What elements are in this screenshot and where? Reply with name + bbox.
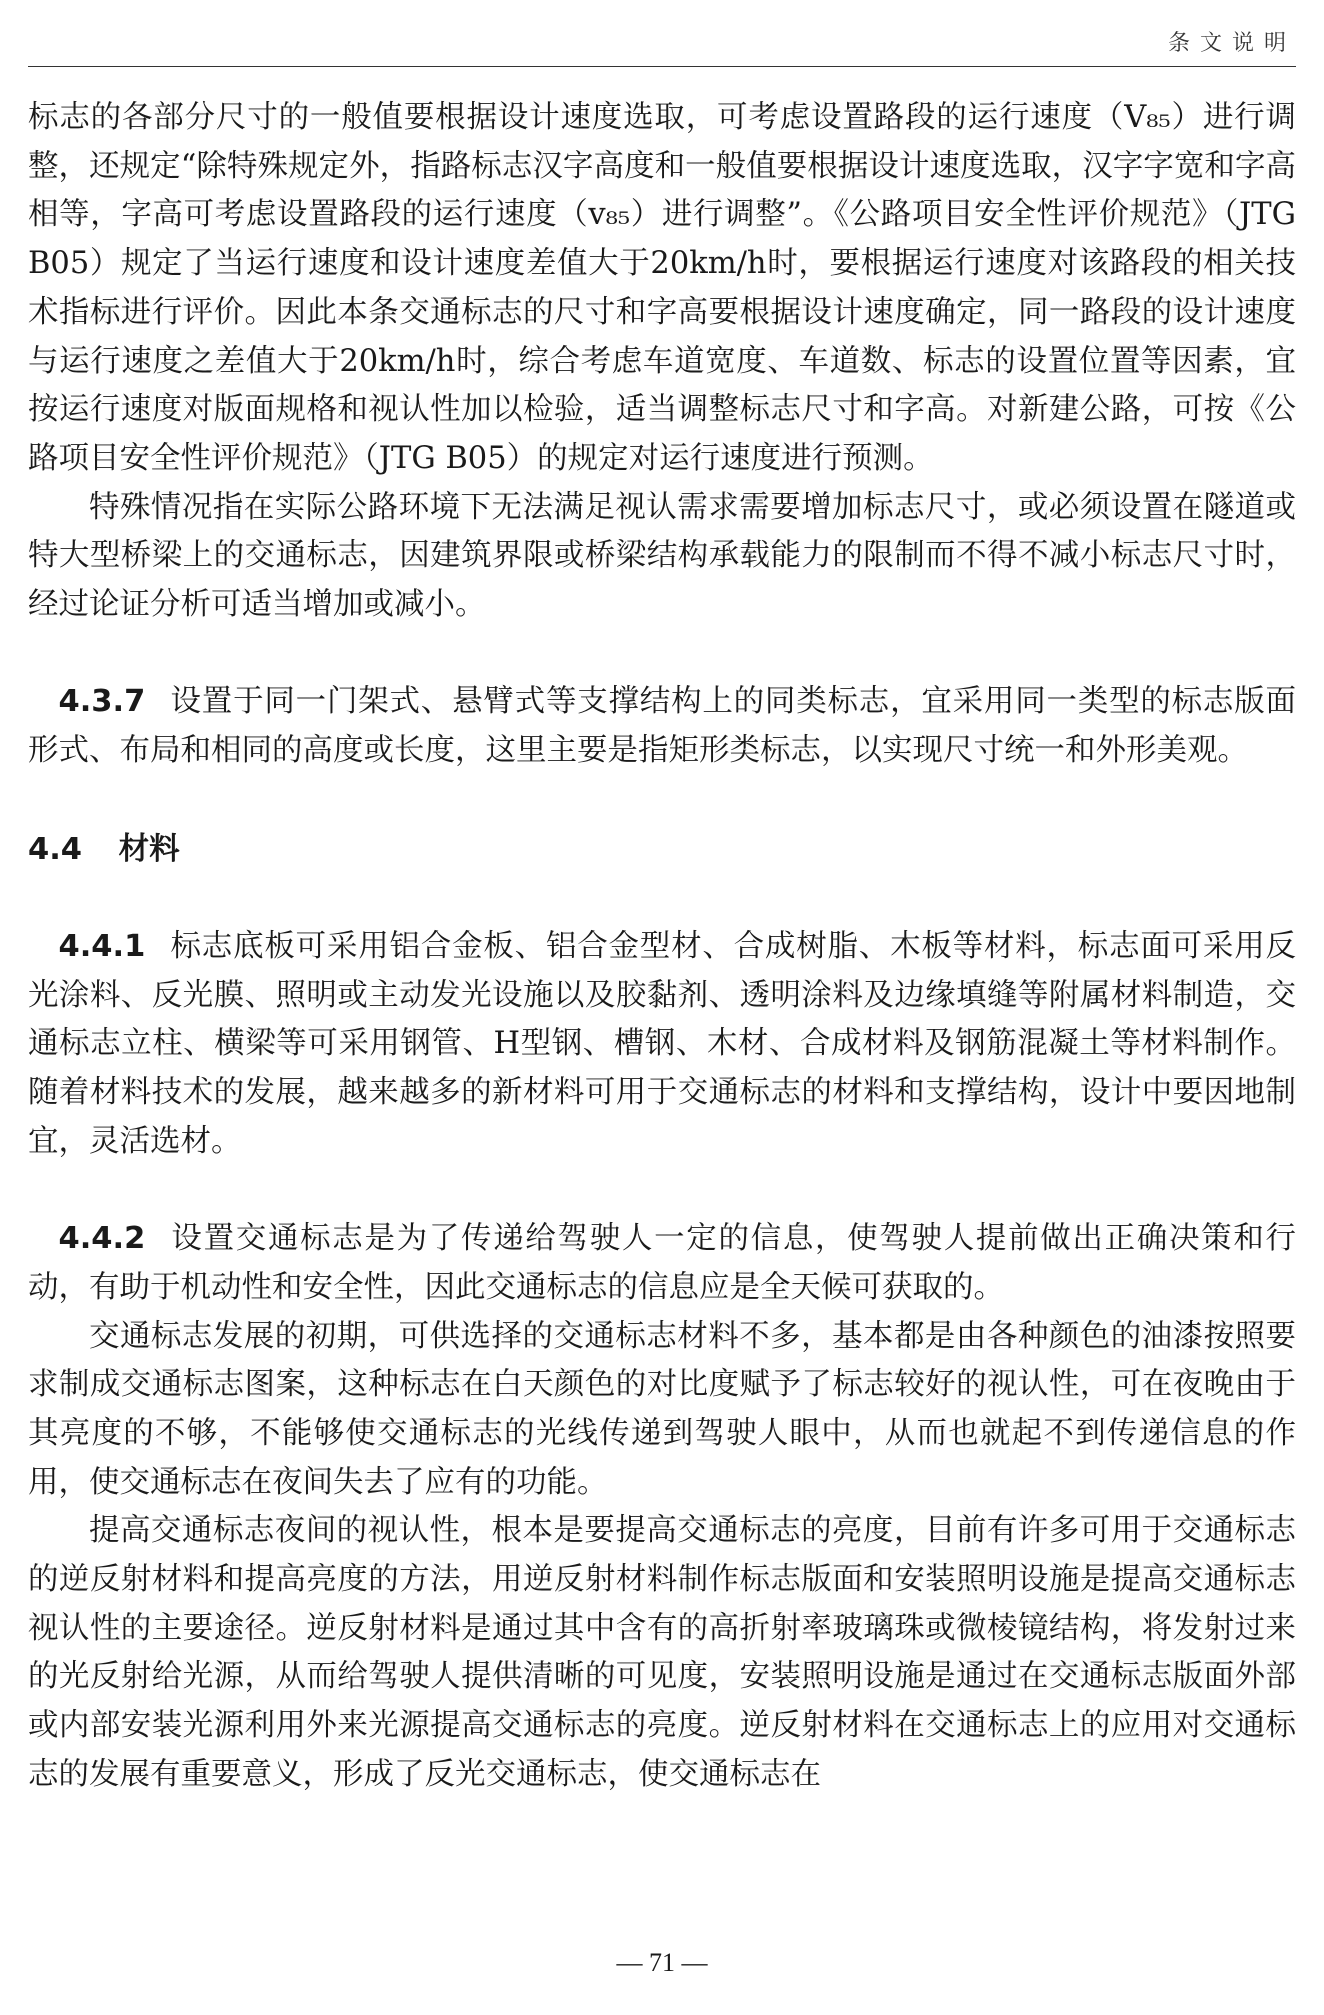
paragraph-retroreflective: 提高交通标志夜间的视认性，根本是要提高交通标志的亮度，目前有许多可用于交通标志的逆反射材料和提高亮度的方法，用逆反射材料制作标志版面和安装照明设施是提高交通标志视认性的主要途径。逆反射材料是通过其中含有的高折射率玻璃珠或微棱镜结构，将发射过来的光反射给光源，从而给驾驶人提供清晰的可见度，安装照明设施是通过在交通标志版面外部或内部安装光源利用外来光源提高交通标志的亮度。逆反射材料在交通标志上的应用对交通标志的发展有重要意义，形成了反光交通标志，使交通标志在	[28, 1513, 1296, 1792]
clause-4-4-2	[28, 1215, 1296, 1312]
page-number: — 71 —	[616, 1948, 708, 1977]
section-heading-4-4	[28, 825, 1296, 875]
clause-number: 4.4.2	[58, 1221, 146, 1257]
clause-number: 4.4.1	[58, 928, 146, 964]
clause-number: 4.3.7	[58, 684, 146, 720]
section-number: 4.4	[28, 831, 83, 867]
paragraph-special-cases: 特殊情况指在实际公路环境下无法满足视认需求需要增加标志尺寸，或必须设置在隧道或特大型桥梁上的交通标志，因建筑界限或桥梁结构承载能力的限制而不得不减小标志尺寸时，经过论证分析可适当增加或减小。	[28, 489, 1296, 623]
clause-4-3-7	[28, 678, 1296, 775]
section-title: 材料	[118, 830, 180, 867]
clause-text: 标志底板可采用铝合金板、铝合金型材、合成树脂、木板等材料，标志面可采用反光涂料、反光膜、照明或主动发光设施以及胶黏剂、透明涂料及边缘填缝等附属材料制造，交通标志立柱、横梁等可采用钢管、H型钢、槽钢、木材、合成材料及钢筋混凝土等材料制作。随着材料技术的发展，越来越多的新材料可用于交通标志的材料和支撑结构，设计中要因地制宜，灵活选材。	[28, 928, 1296, 1159]
document-body	[28, 94, 1296, 1800]
paragraph-speed-adjustment: 标志的各部分尺寸的一般值要根据设计速度选取，可考虑设置路段的运行速度（V₈₅）进行调整，还规定“除特殊规定外，指路标志汉字高度和一般值要根据设计速度选取，汉字字宽和字高相等，字高可考虑设置路段的运行速度（v₈₅）进行调整”。《公路项目安全性评价规范》（JTG B05）规定了当运行速度和设计速度差值大于20km/h时，要根据运行速度对该路段的相关技术指标进行评价。因此本条交通标志的尺寸和字高要根据设计速度确定，同一路段的设计速度与运行速度之差值大于20km/h时，综合考虑车道宽度、车道数、标志的设置位置等因素，宜按运行速度对版面规格和视认性加以检验，适当调整标志尺寸和字高。对新建公路，可按《公路项目安全性评价规范》（JTG B05）的规定对运行速度进行预测。	[28, 100, 1296, 476]
paragraph-early-development: 交通标志发展的初期，可供选择的交通标志材料不多，基本都是由各种颜色的油漆按照要求制成交通标志图案，这种标志在白天颜色的对比度赋予了标志较好的视认性，可在夜晚由于其亮度的不够，不能够使交通标志的光线传递到驾驶人眼中，从而也就起不到传递信息的作用，使交通标志在夜间失去了应有的功能。	[28, 1318, 1296, 1500]
page-header	[28, 0, 1296, 67]
clause-text: 设置于同一门架式、悬臂式等支撑结构上的同类标志，宜采用同一类型的标志版面形式、布局和相同的高度或长度，这里主要是指矩形类标志，以实现尺寸统一和外形美观。	[28, 684, 1296, 769]
running-header-title: 条文说明	[1167, 31, 1296, 56]
clause-4-4-1	[28, 923, 1296, 1167]
clause-text: 设置交通标志是为了传递给驾驶人一定的信息，使驾驶人提前做出正确决策和行动，有助于机动性和安全性，因此交通标志的信息应是全天候可获取的。	[28, 1221, 1296, 1305]
